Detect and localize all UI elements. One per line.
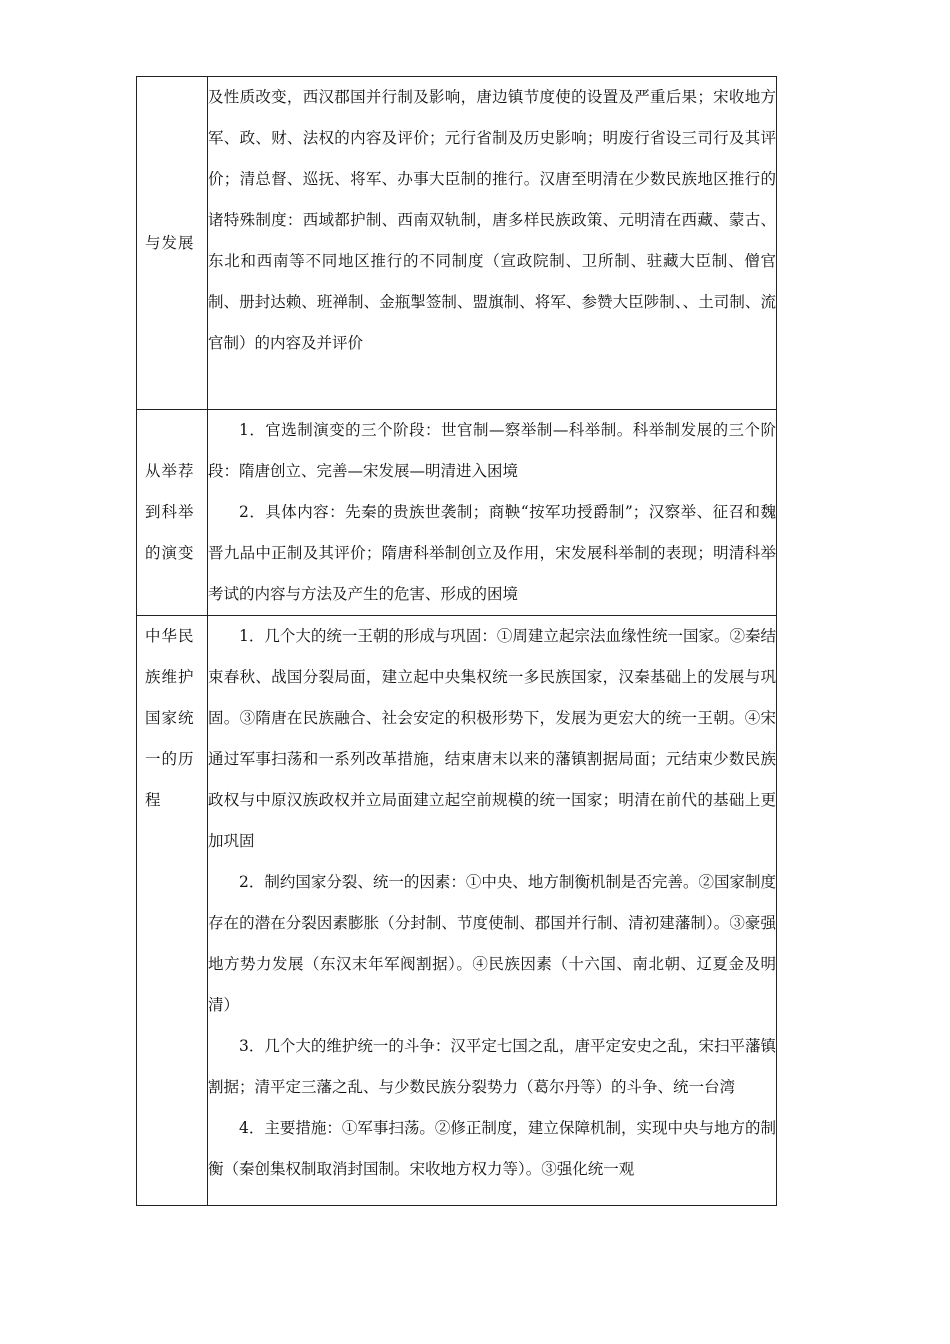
- topic-cell: [137, 77, 208, 410]
- table-row: [137, 77, 777, 410]
- content-paragraph: 1．官选制演变的三个阶段：世官制—察举制—科举制。科举制发展的三个阶段：隋唐创立、完善—宋发展—明清进入困境: [208, 421, 776, 480]
- content-paragraph: 2．制约国家分裂、统一的因素：①中央、地方制衡机制是否完善。②国家制度存在的潜在分裂因素膨胀（分封制、节度使制、郡国并行制、清初建藩制）。③豪强地方势力发展（东汉末年军阀割据）。④民族因素（十六国、南北朝、辽夏金及明清）: [208, 873, 776, 1014]
- topic-cell: [137, 410, 208, 616]
- table-row: [137, 410, 777, 616]
- topic-cell: [137, 616, 208, 1206]
- topic-label: 从举荐到科举的演变: [145, 462, 195, 562]
- content-paragraph: 1．几个大的统一王朝的形成与巩固：①周建立起宗法血缘性统一国家。②秦结束春秋、战国分裂局面，建立起中央集权统一多民族国家，汉秦基础上的发展与巩固。③隋唐在民族融合、社会安定的积极形势下，发展为更宏大的统一王朝。④宋通过军事扫荡和一系列改革措施，结束唐末以来的藩镇割据局面；元结束少数民族政权与中原汉族政权并立局面建立起空前规模的统一国家；明清在前代的基础上更加巩固: [208, 627, 776, 850]
- table-row: [137, 616, 777, 1206]
- history-outline-table: [136, 76, 777, 1206]
- content-cell: [208, 77, 777, 410]
- content-paragraph: 4．主要措施：①军事扫荡。②修正制度，建立保障机制，实现中央与地方的制衡（秦创集权制取消封国制。宋收地方权力等）。③强化统一观: [208, 1119, 776, 1178]
- topic-label: 与发展: [145, 233, 195, 252]
- content-paragraph: 2．具体内容：先秦的贵族世袭制；商鞅“按军功授爵制”；汉察举、征召和魏晋九品中正制及其评价；隋唐科举制创立及作用，宋发展科举制的表现；明清科举考试的内容与方法及产生的危害、形成的困境: [208, 503, 776, 603]
- content-paragraph: 3．几个大的维护统一的斗争：汉平定七国之乱，唐平定安史之乱，宋扫平藩镇割据；清平定三藩之乱、与少数民族分裂势力（葛尔丹等）的斗争、统一台湾: [208, 1037, 776, 1096]
- topic-label: 中华民族维护国家统一的历程: [145, 627, 195, 809]
- content-cell: [208, 410, 777, 616]
- content-cell: [208, 616, 777, 1206]
- content-paragraph: 及性质改变，西汉郡国并行制及影响，唐边镇节度使的设置及严重后果；宋收地方军、政、财、法权的内容及评价；元行省制及历史影响；明废行省设三司行及其评价；清总督、巡抚、将军、办事大臣制的推行。汉唐至明清在少数民族地区推行的诸特殊制度：西域都护制、西南双轨制，唐多样民族政策、元明清在西藏、蒙古、东北和西南等不同地区推行的不同制度（宣政院制、卫所制、驻藏大臣制、僧官制、册封达赖、班禅制、金瓶掣签制、盟旗制、将军、参赞大臣陟制、、土司制、流官制）的内容及并评价: [208, 88, 776, 352]
